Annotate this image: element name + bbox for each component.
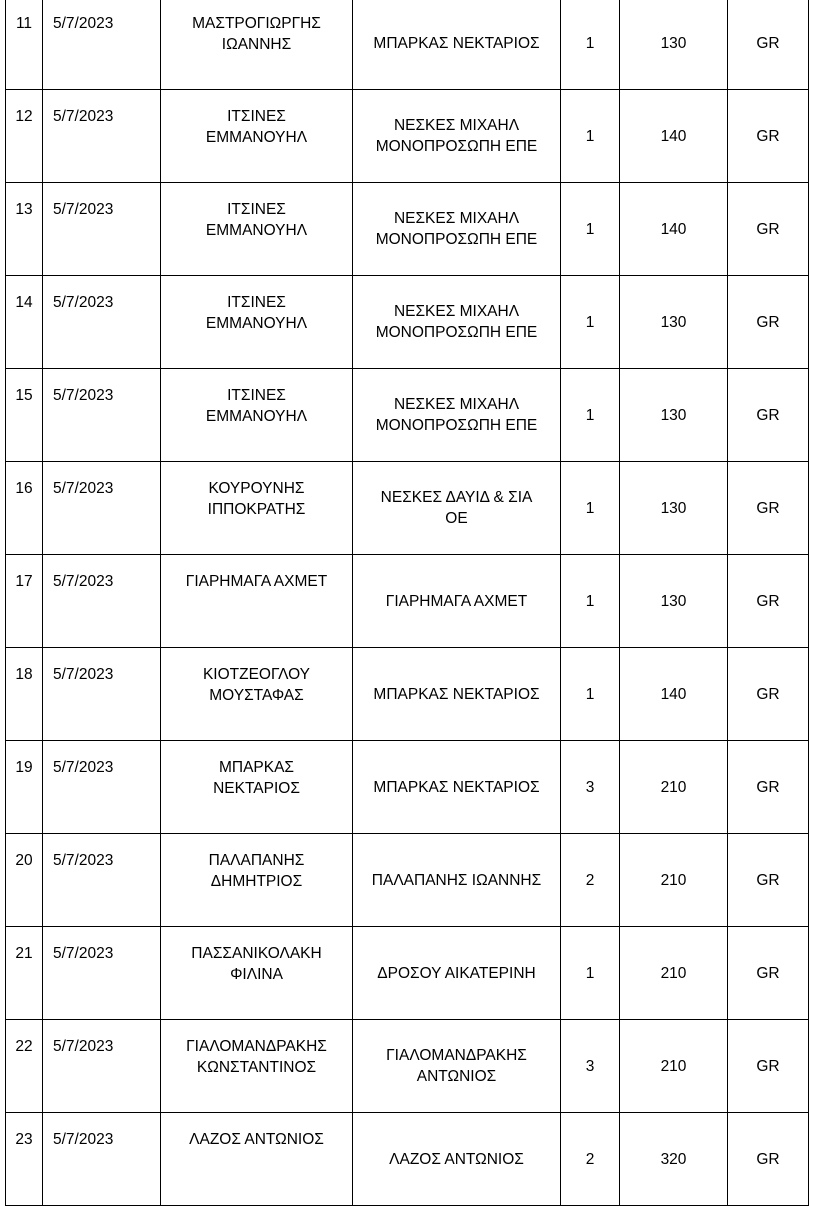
person-name-line: ΙΤΣΙΝΕΣ [227,108,286,125]
table-row [6,183,809,276]
date-cell: 5/7/2023 [43,0,161,90]
date-cell: 5/7/2023 [43,741,161,834]
company-name-cell [353,555,561,648]
person-name-cell [161,0,353,90]
person-name-line: ΠΑΣΣΑΝΙΚΟΛΑΚΗ [191,945,322,962]
quantity-cell: 3 [561,741,620,834]
person-name-cell [161,1113,353,1206]
company-name-line: ΜΠΑΡΚΑΣ ΝΕΚΤΑΡΙΟΣ [373,685,540,703]
row-number-cell: 23 [6,1113,43,1206]
amount-cell: 320 [620,1113,728,1206]
date-cell: 5/7/2023 [43,369,161,462]
row-number-cell: 14 [6,276,43,369]
person-name-cell [161,648,353,741]
date-cell: 5/7/2023 [43,555,161,648]
person-name-line: ΜΑΣΤΡΟΓΙΩΡΓΗΣ [192,15,321,32]
person-name-line: ΚΩΝΣΤΑΝΤΙΝΟΣ [196,1059,317,1076]
quantity-cell: 2 [561,1113,620,1206]
company-name-line: ΜΠΑΡΚΑΣ ΝΕΚΤΑΡΙΟΣ [373,778,540,796]
company-name-line: ΜΟΝΟΠΡΟΣΩΠΗ ΕΠΕ [375,417,538,434]
amount-cell: 140 [620,183,728,276]
date-cell: 5/7/2023 [43,1020,161,1113]
country-cell: GR [728,741,809,834]
person-name-line: ΔΗΜΗΤΡΙΟΣ [210,873,303,890]
person-name-line: ΚΙΟΤΖΕΟΓΛΟΥ [202,666,311,683]
person-name-line: ΛΑΖΟΣ ΑΝΤΩΝΙΟΣ [189,1131,324,1148]
row-number-cell: 11 [6,0,43,90]
country-cell: GR [728,276,809,369]
row-number-cell: 22 [6,1020,43,1113]
date-cell: 5/7/2023 [43,462,161,555]
row-number-cell: 13 [6,183,43,276]
person-name-line: ΓΙΑΡΗΜΑΓΑ ΑΧΜΕΤ [185,573,328,590]
row-number-cell: 18 [6,648,43,741]
table-row [6,1020,809,1113]
quantity-cell: 3 [561,1020,620,1113]
quantity-cell: 1 [561,90,620,183]
amount-cell: 210 [620,834,728,927]
row-number-cell: 16 [6,462,43,555]
person-name-line: ΕΜΜΑΝΟΥΗΛ [205,408,308,425]
quantity-cell: 1 [561,648,620,741]
company-name-cell [353,648,561,741]
person-name-line: ΙΤΣΙΝΕΣ [227,294,286,311]
company-name-line: ΝΕΣΚΕΣ ΜΙΧΑΗΛ [393,210,520,227]
amount-cell: 140 [620,90,728,183]
quantity-cell: 1 [561,369,620,462]
country-cell: GR [728,90,809,183]
date-cell: 5/7/2023 [43,183,161,276]
date-cell: 5/7/2023 [43,276,161,369]
quantity-cell: 2 [561,834,620,927]
country-cell: GR [728,183,809,276]
row-number-cell: 15 [6,369,43,462]
person-name-line: ΦΙΛΙΝΑ [230,966,283,983]
company-name-line: ΜΠΑΡΚΑΣ ΝΕΚΤΑΡΙΟΣ [373,34,540,52]
company-name-cell [353,834,561,927]
table-row [6,741,809,834]
row-number-cell: 20 [6,834,43,927]
person-name-cell [161,834,353,927]
company-name-cell [353,90,561,183]
person-name-cell [161,183,353,276]
quantity-cell: 1 [561,183,620,276]
amount-cell: 210 [620,1020,728,1113]
date-cell: 5/7/2023 [43,90,161,183]
company-name-line: ΟΕ [445,510,468,527]
country-cell: GR [728,648,809,741]
person-name-cell [161,462,353,555]
country-cell: GR [728,1020,809,1113]
person-name-line: ΓΙΑΛΟΜΑΝΔΡΑΚΗΣ [186,1038,327,1055]
person-name-cell [161,927,353,1020]
person-name-cell [161,741,353,834]
company-name-cell [353,1020,561,1113]
quantity-cell: 1 [561,462,620,555]
company-name-line: ΑΝΤΩΝΙΟΣ [416,1068,497,1085]
person-name-cell [161,90,353,183]
country-cell: GR [728,834,809,927]
company-name-cell [353,183,561,276]
table-row [6,648,809,741]
records-table [5,0,809,1206]
person-name-cell [161,276,353,369]
company-name-line: ΝΕΣΚΕΣ ΜΙΧΑΗΛ [393,303,520,320]
amount-cell: 210 [620,927,728,1020]
person-name-cell [161,555,353,648]
date-cell: 5/7/2023 [43,648,161,741]
amount-cell: 130 [620,462,728,555]
company-name-line: ΓΙΑΡΗΜΑΓΑ ΑΧΜΕΤ [385,592,528,610]
company-name-line: ΝΕΣΚΕΣ ΜΙΧΑΗΛ [393,117,520,134]
company-name-cell [353,741,561,834]
company-name-line: ΜΟΝΟΠΡΟΣΩΠΗ ΕΠΕ [375,231,538,248]
country-cell: GR [728,369,809,462]
country-cell: GR [728,1113,809,1206]
person-name-line: ΜΟΥΣΤΑΦΑΣ [209,687,304,704]
company-name-cell [353,0,561,90]
company-name-line: ΔΡΟΣΟΥ ΑΙΚΑΤΕΡΙΝΗ [377,964,536,982]
person-name-cell [161,1020,353,1113]
company-name-line: ΜΟΝΟΠΡΟΣΩΠΗ ΕΠΕ [375,138,538,155]
person-name-line: ΙΤΣΙΝΕΣ [227,201,286,218]
person-name-cell [161,369,353,462]
table-row [6,369,809,462]
table-row [6,1113,809,1206]
amount-cell: 210 [620,741,728,834]
quantity-cell: 1 [561,0,620,90]
person-name-line: ΕΜΜΑΝΟΥΗΛ [205,222,308,239]
company-name-cell [353,1113,561,1206]
person-name-line: ΙΩΑΝΝΗΣ [221,36,292,53]
quantity-cell: 1 [561,927,620,1020]
person-name-line: ΕΜΜΑΝΟΥΗΛ [205,315,308,332]
company-name-line: ΝΕΣΚΕΣ ΔΑΥΙΔ & ΣΙΑ [380,489,533,506]
amount-cell: 140 [620,648,728,741]
table-row [6,834,809,927]
row-number-cell: 19 [6,741,43,834]
amount-cell: 130 [620,276,728,369]
company-name-line: ΛΑΖΟΣ ΑΝΤΩΝΙΟΣ [389,1150,524,1168]
amount-cell: 130 [620,555,728,648]
table-row [6,276,809,369]
country-cell: GR [728,462,809,555]
country-cell: GR [728,0,809,90]
company-name-cell [353,369,561,462]
date-cell: 5/7/2023 [43,834,161,927]
company-name-line: ΠΑΛΑΠΑΝΗΣ ΙΩΑΝΝΗΣ [371,871,542,889]
date-cell: 5/7/2023 [43,1113,161,1206]
company-name-cell [353,276,561,369]
person-name-line: ΝΕΚΤΑΡΙΟΣ [213,780,300,797]
country-cell: GR [728,927,809,1020]
person-name-line: ΚΟΥΡΟΥΝΗΣ [208,480,305,497]
amount-cell: 130 [620,0,728,90]
company-name-cell [353,462,561,555]
country-cell: GR [728,555,809,648]
table-row [6,90,809,183]
person-name-line: ΕΜΜΑΝΟΥΗΛ [205,129,308,146]
company-name-line: ΜΟΝΟΠΡΟΣΩΠΗ ΕΠΕ [375,324,538,341]
table-row [6,927,809,1020]
person-name-line: ΙΤΣΙΝΕΣ [227,387,286,404]
table-row [6,462,809,555]
person-name-line: ΠΑΛΑΠΑΝΗΣ [208,852,305,869]
amount-cell: 130 [620,369,728,462]
row-number-cell: 21 [6,927,43,1020]
quantity-cell: 1 [561,276,620,369]
company-name-cell [353,927,561,1020]
quantity-cell: 1 [561,555,620,648]
company-name-line: ΓΙΑΛΟΜΑΝΔΡΑΚΗΣ [386,1047,527,1064]
person-name-line: ΙΠΠΟΚΡΑΤΗΣ [207,501,306,518]
table-row [6,0,809,90]
row-number-cell: 12 [6,90,43,183]
table-row [6,555,809,648]
records-table-body [6,0,809,1206]
date-cell: 5/7/2023 [43,927,161,1020]
person-name-line: ΜΠΑΡΚΑΣ [218,759,295,776]
row-number-cell: 17 [6,555,43,648]
company-name-line: ΝΕΣΚΕΣ ΜΙΧΑΗΛ [393,396,520,413]
